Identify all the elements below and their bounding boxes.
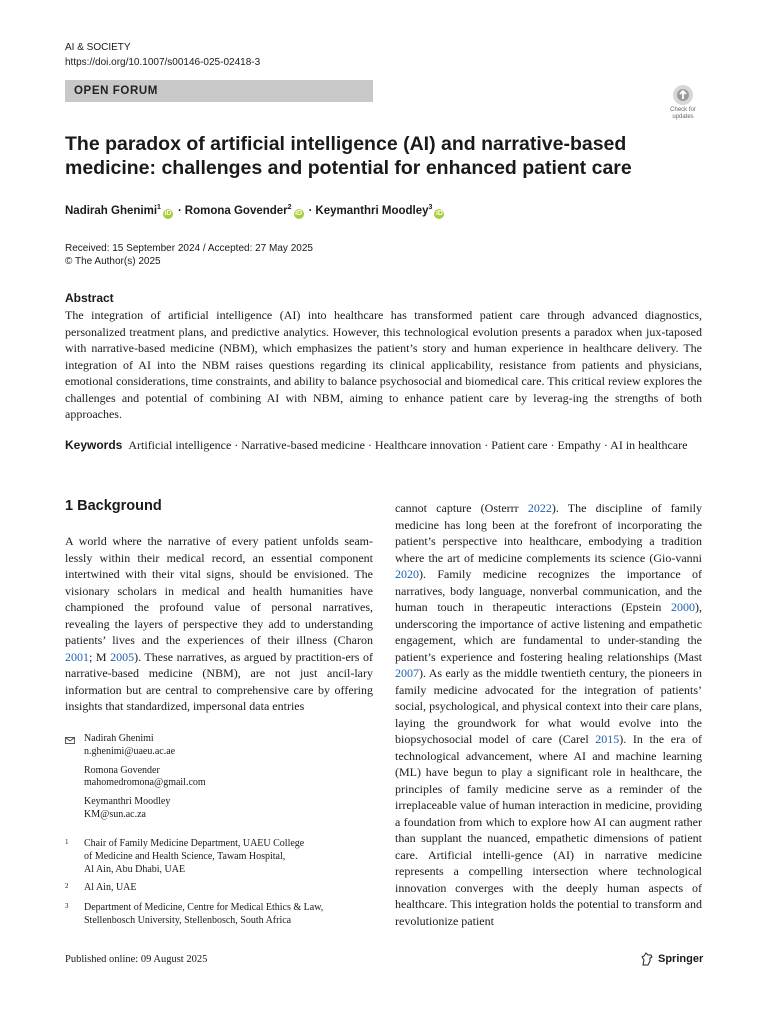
body-text: ). In the era of technological advancement, where AI and machine learning (ML) have begun to play a significant role in healthcare, the principles of family medicine serve as a reminder of the irreplaceable value of human interaction in medicine, providing a foundation from which to explore how AI can augment rather than supplant the nuanced, empathetic dimensions of patient care. Artificial intelli-gence (AI) in narrative medicine represents a compelling intersection where technological innovation converges with the deeply human aspects of healthcare. This integration holds the potential to transform and revolutionize patient xyxy=(395,732,702,928)
keywords xyxy=(65,437,702,454)
orcid-icon[interactable]: iD xyxy=(295,210,303,217)
check-for-updates-badge[interactable] xyxy=(664,84,702,124)
author-separator: · xyxy=(177,205,182,217)
abstract-heading: Abstract xyxy=(65,291,114,305)
affiliation-line: Al Ain, Abu Dhabi, UAE xyxy=(84,863,186,875)
contact-email[interactable]: KM@sun.ac.za xyxy=(84,808,146,820)
published-date: Published online: 09 August 2025 xyxy=(65,954,208,965)
body-text: ). Family medicine recognizes the importance of narratives, body language, nonverbal communication, and the human touch in therapeutic interactions (Epstein xyxy=(395,567,702,614)
contact-email[interactable]: mahomedromona@gmail.com xyxy=(84,777,206,789)
author-affiliation-number: 2 xyxy=(287,204,292,212)
body-text: ; M xyxy=(89,649,111,664)
abstract-text: The integration of artificial intelligence (AI) into healthcare has transformed patient care through advanced diagnostics, personalized treatment plans, and predictive analytics. However, this technological evolution presents a paradox when jux-taposed with narrative-based medicine (NBM), which emphasizes the patient’s story and human experience in healthcare delivery. The integration of AI into the NBM raises questions regarding its clinical applicability, resistance from patients and physicians, emotional considerations, time constraints, and ability to balance psychosocial and biomedical care. This critical review explores the challenges and potential of combining AI with NBM, aiming to enhance patient care by leverag-ing the strengths of both approaches. xyxy=(65,308,702,421)
body-text-column-left xyxy=(65,533,373,715)
body-text: ). As early as the middle twentieth century, the pioneers in family medicine advocated for the integration of patients’ social, psychological, and physical context into their care plans, laying the groundwork for what would evolve into the biopsychosocial model of care (Carel xyxy=(395,666,702,746)
author-name[interactable]: Keymanthri Moodley xyxy=(315,205,429,217)
body-text: ), underscoring the importance of active listening and empathetic engagement, which are fundamental to under-standing the patient’s experience and fostering healing relationships (Mast xyxy=(395,600,702,664)
article-title xyxy=(65,132,685,180)
check-badge-line1: Check for xyxy=(670,107,696,113)
section-banner: OPEN FORUM xyxy=(65,80,373,102)
contact-email[interactable]: n.ghenimi@uaeu.ac.ae xyxy=(84,745,176,757)
citation-link[interactable]: 2015 xyxy=(595,732,620,746)
body-text: A world where the narrative of every patient unfolds seam-lessly within their medical record, an essential component intertwined with their vital signs, should be envisioned. The visionary scholars in medical and health humanities have championed the profound value of personal narratives, revealing the layers of perspective they add to understanding patients’ lives and the experiences of their illness (Charon xyxy=(65,534,373,647)
publisher-name: Springer xyxy=(658,953,704,965)
citation-link[interactable]: 2001 xyxy=(65,649,89,664)
affiliation xyxy=(84,838,374,876)
contact-name: Nadirah Ghenimi xyxy=(84,733,154,744)
keywords-list: Artificial intelligence · Narrative-based medicine · Healthcare innovation · Patient care · Empathy · AI in healthcare xyxy=(128,438,688,452)
affiliation-line: Department of Medicine, Centre for Medical Ethics & Law, xyxy=(84,902,324,913)
section-heading: 1 Background xyxy=(65,498,162,514)
body-text: ). These narratives, as argued by practition-ers of narrative-based medicine (NBM), are not just ancil-lary information but are central to comprehensive care by offering insights that standardized, impersonal data entries xyxy=(65,649,373,713)
affiliation-number: 1 xyxy=(65,838,69,846)
check-for-updates-icon xyxy=(672,84,694,106)
body-text-column-right xyxy=(395,500,702,929)
title-line-1: The paradox of artificial intelligence (AI) and narrative-based xyxy=(65,133,627,155)
affiliation xyxy=(84,902,374,928)
contact-name: Keymanthri Moodley xyxy=(84,796,171,808)
orcid-icon[interactable]: iD xyxy=(435,210,443,217)
springer-horse-icon xyxy=(640,952,654,966)
journal-header xyxy=(65,40,260,70)
citation-link[interactable]: 2000 xyxy=(671,600,695,614)
title-line-2: medicine: challenges and potential for enhanced patient care xyxy=(65,157,632,179)
citation-link[interactable]: 2005 xyxy=(110,649,135,664)
affiliation-line: of Medicine and Health Science, Tawam Hospital, xyxy=(84,850,286,862)
author-contact xyxy=(84,733,374,759)
affiliation-line: Stellenbosch University, Stellenbosch, South Africa xyxy=(84,914,292,926)
author-contact xyxy=(84,765,374,791)
orcid-icon[interactable]: iD xyxy=(164,210,172,217)
affiliation-number: 2 xyxy=(65,882,69,890)
article-dates xyxy=(65,242,313,268)
check-badge-line2: updates xyxy=(672,114,694,120)
body-text: cannot capture (Osterrr xyxy=(395,501,528,515)
doi-link[interactable]: https://doi.org/10.1007/s00146-025-02418-3 xyxy=(65,57,261,68)
affiliation-number: 3 xyxy=(65,902,69,910)
author-contact xyxy=(84,796,374,822)
contact-name: Romona Govender xyxy=(84,764,160,776)
received-accepted-dates: Received: 15 September 2024 / Accepted: 27 May 2025 xyxy=(65,243,313,254)
keywords-label: Keywords xyxy=(65,438,123,452)
author-name[interactable]: Nadirah Ghenimi xyxy=(65,205,158,217)
journal-name: AI & SOCIETY xyxy=(65,42,131,53)
author-separator: · xyxy=(308,205,313,217)
citation-link[interactable]: 2022 xyxy=(527,501,552,515)
citation-link[interactable]: 2007 xyxy=(395,666,419,680)
author-affiliation-number: 1 xyxy=(157,204,161,212)
affiliation xyxy=(84,882,374,895)
citation-link[interactable]: 2020 xyxy=(395,567,419,581)
affiliation-line: Al Ain, UAE xyxy=(84,882,137,893)
envelope-icon xyxy=(65,737,75,744)
body-text: ). The discipline of family medicine has long been at the forefront of incorporating the patient’s perspective into healthcare, embodying a tradition where the art of medicine complements its science (Gio-vanni xyxy=(395,501,702,565)
publisher-logo[interactable] xyxy=(640,952,703,966)
copyright-notice: © The Author(s) 2025 xyxy=(65,256,161,267)
author-affiliation-number: 3 xyxy=(428,204,433,212)
corresponding-authors xyxy=(84,733,374,828)
affiliation-line: Chair of Family Medicine Department, UAEU College xyxy=(84,838,305,849)
author-list xyxy=(65,203,446,219)
author-name[interactable]: Romona Govender xyxy=(184,205,288,217)
